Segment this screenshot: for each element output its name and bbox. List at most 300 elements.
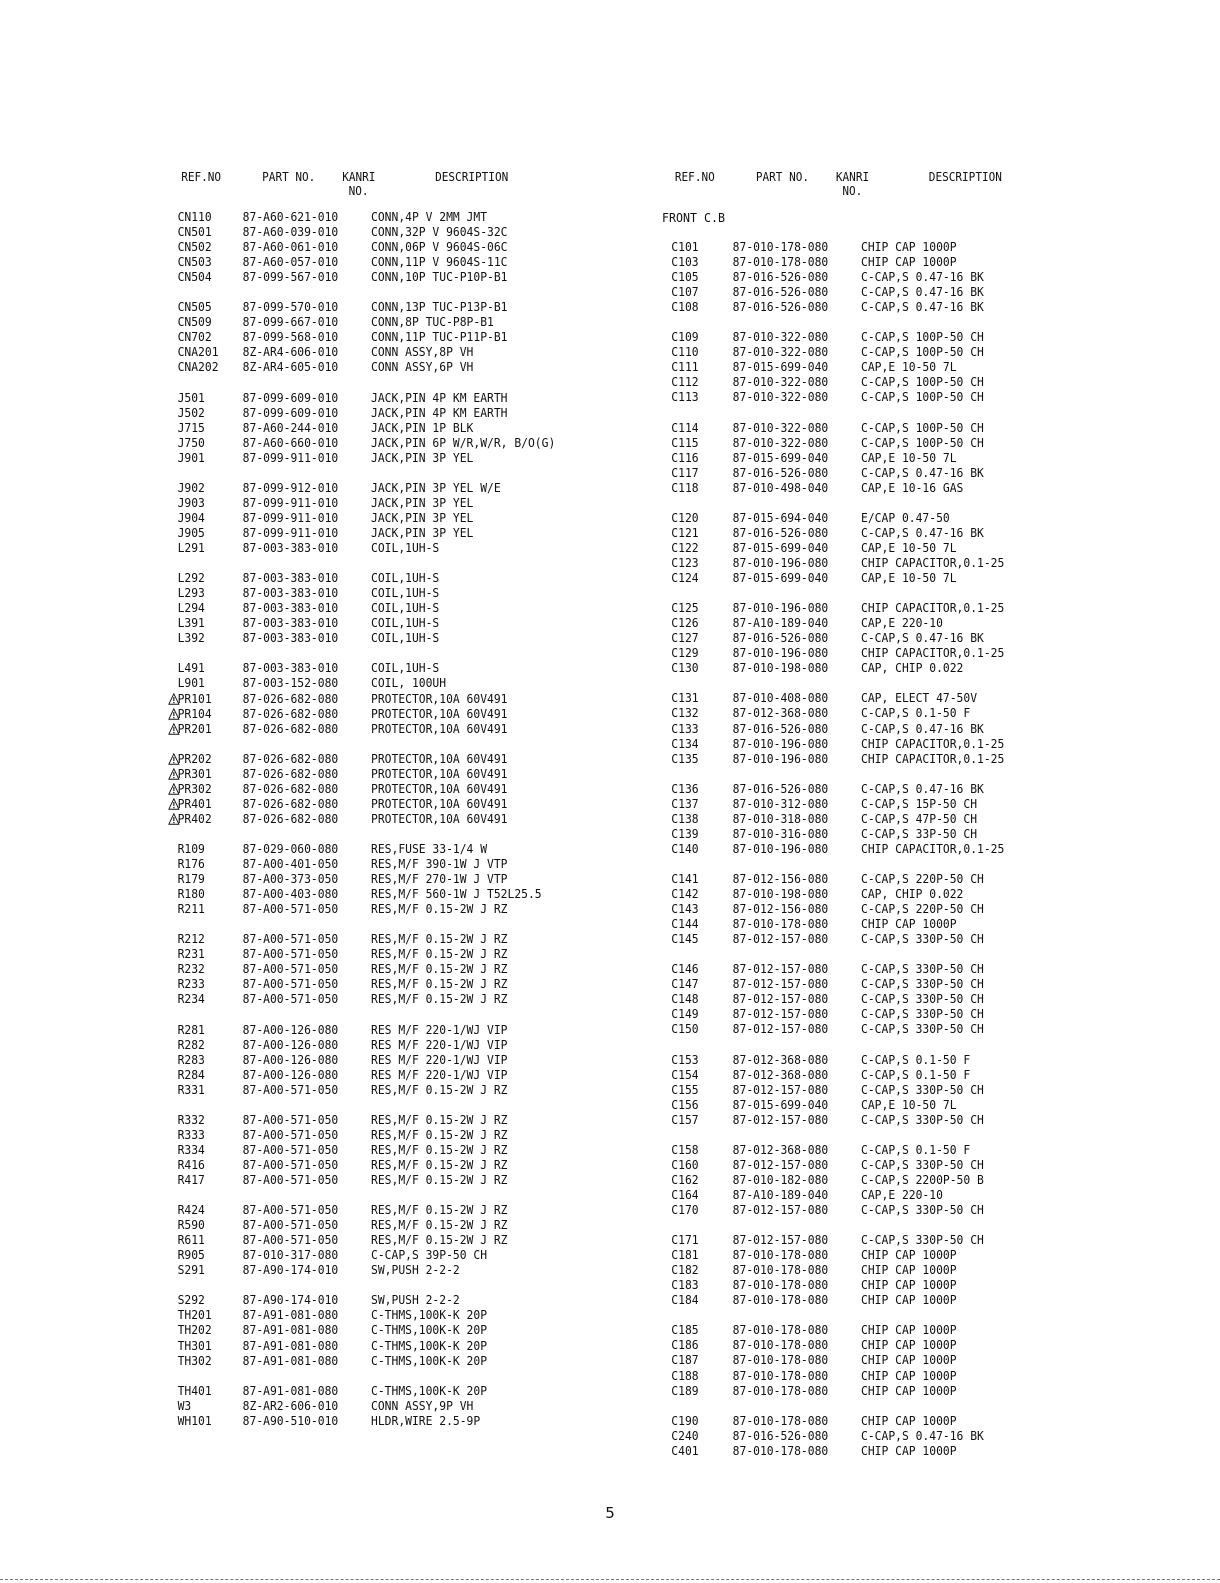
ref-no: L294 xyxy=(177,601,205,616)
ref-no: R281 xyxy=(177,1022,205,1037)
ref-no: C142 xyxy=(671,887,699,902)
ref-no: C113 xyxy=(671,390,699,405)
ref-no: C157 xyxy=(671,1112,699,1127)
table-row xyxy=(662,345,1053,360)
description: PROTECTOR,10A 60V491 xyxy=(371,721,508,736)
ref-no: L291 xyxy=(177,541,205,556)
ref-no: L392 xyxy=(177,631,205,646)
part-no: 87-010-196-080 xyxy=(732,555,829,570)
table-row xyxy=(172,767,563,782)
ref-no: C137 xyxy=(671,796,699,811)
part-no: 87-A00-571-050 xyxy=(242,1233,339,1248)
ref-no: R231 xyxy=(177,947,205,962)
ref-no: C145 xyxy=(671,932,699,947)
ref-no: CN503 xyxy=(177,255,212,270)
ref-no: R283 xyxy=(177,1052,205,1067)
ref-no: L292 xyxy=(177,571,205,586)
blank-row xyxy=(662,315,1053,330)
ref-no: C135 xyxy=(671,751,699,766)
description: COIL,1UH-S xyxy=(371,586,440,601)
part-no: 87-099-609-010 xyxy=(242,390,339,405)
blank-row xyxy=(172,917,563,932)
part-no: 87-003-383-010 xyxy=(242,601,339,616)
table-row xyxy=(172,315,563,330)
table-row xyxy=(662,902,1053,917)
ref-no: C127 xyxy=(671,631,699,646)
description: C-CAP,S 0.1-50 F xyxy=(861,706,971,721)
header-description: DESCRIPTION xyxy=(928,170,1002,184)
part-no: 87-A00-571-050 xyxy=(242,932,339,947)
table-row xyxy=(662,1278,1053,1293)
part-no: 87-A90-174-010 xyxy=(242,1263,339,1278)
part-no: 87-015-699-040 xyxy=(732,540,829,555)
part-no: 87-010-178-080 xyxy=(732,1383,829,1398)
ref-no: C111 xyxy=(671,360,699,375)
part-no: 87-099-567-010 xyxy=(242,270,339,285)
description: CHIP CAP 1000P xyxy=(861,255,957,270)
ref-no: J905 xyxy=(177,525,205,540)
description: C-CAP,S 0.47-16 BK xyxy=(861,721,984,736)
part-no: 87-A00-571-050 xyxy=(242,1218,339,1233)
table-row xyxy=(172,406,563,421)
description: C-CAP,S 330P-50 CH xyxy=(861,1007,984,1022)
table-row xyxy=(662,375,1053,390)
table-row xyxy=(172,1158,563,1173)
table-row xyxy=(662,511,1053,526)
part-no: 87-010-196-080 xyxy=(732,601,829,616)
description: CHIP CAP 1000P xyxy=(861,1278,957,1293)
description: PROTECTOR,10A 60V491 xyxy=(371,706,508,721)
ref-no: PR401 xyxy=(177,796,212,811)
description: JACK,PIN 3P YEL xyxy=(371,450,474,465)
table-row xyxy=(172,707,563,722)
table-row xyxy=(172,1053,563,1068)
ref-no: R212 xyxy=(177,932,205,947)
table-row xyxy=(172,1068,563,1083)
description: PROTECTOR,10A 60V491 xyxy=(371,751,508,766)
part-no: 87-029-060-080 xyxy=(242,841,339,856)
column-header-left xyxy=(172,170,558,210)
ref-no: C138 xyxy=(671,811,699,826)
ref-no: R333 xyxy=(177,1127,205,1142)
ref-no: L491 xyxy=(177,661,205,676)
description: CHIP CAPACITOR,0.1-25 xyxy=(861,841,1005,856)
part-no: 87-012-157-080 xyxy=(732,1082,829,1097)
description: CAP,E 220-10 xyxy=(861,616,943,631)
header-ref-no: REF.NO xyxy=(181,170,222,184)
description: C-CAP,S 0.1-50 F xyxy=(861,1052,971,1067)
column-header-right xyxy=(662,170,1048,210)
description: RES,FUSE 33-1/4 W xyxy=(371,841,488,856)
ref-no: C110 xyxy=(671,345,699,360)
part-no: 87-010-322-080 xyxy=(732,390,829,405)
blank-row xyxy=(172,1369,563,1384)
part-no: 87-A00-126-080 xyxy=(242,1052,339,1067)
ref-no: R332 xyxy=(177,1112,205,1127)
part-no: 87-A00-571-050 xyxy=(242,1127,339,1142)
description: JACK,PIN 3P YEL xyxy=(371,510,474,525)
ref-no: R232 xyxy=(177,962,205,977)
part-no: 87-010-316-080 xyxy=(732,826,829,841)
part-no: 87-099-911-010 xyxy=(242,495,339,510)
part-no: 87-012-157-080 xyxy=(732,1157,829,1172)
description: C-CAP,S 0.47-16 BK xyxy=(861,525,984,540)
table-row xyxy=(662,1248,1053,1263)
description: CONN ASSY,6P VH xyxy=(371,360,474,375)
part-no: 87-A91-081-080 xyxy=(242,1308,339,1323)
ref-no: C153 xyxy=(671,1052,699,1067)
blank-row xyxy=(172,1007,563,1022)
table-row xyxy=(662,797,1053,812)
description: RES,M/F 0.15-2W J RZ xyxy=(371,992,508,1007)
ref-no: TH301 xyxy=(177,1338,212,1353)
description: CONN,4P V 2MM JMT xyxy=(371,210,488,224)
ref-no: C144 xyxy=(671,917,699,932)
part-no: 87-003-383-010 xyxy=(242,586,339,601)
part-no: 87-A91-081-080 xyxy=(242,1338,339,1353)
ref-no: CN501 xyxy=(177,225,212,240)
description: COIL,1UH-S xyxy=(371,631,440,646)
table-row xyxy=(172,571,563,586)
description: RES,M/F 560-1W J T52L25.5 xyxy=(371,887,542,902)
header-ref-no: REF.NO xyxy=(674,170,715,184)
table-row xyxy=(662,1068,1053,1083)
part-no: 87-012-368-080 xyxy=(732,706,829,721)
ref-no: C147 xyxy=(671,977,699,992)
table-row xyxy=(662,977,1053,992)
ref-no: J902 xyxy=(177,480,205,495)
part-no: 87-012-157-080 xyxy=(732,1203,829,1217)
description: RES,M/F 0.15-2W J RZ xyxy=(371,1233,508,1248)
header-part-no: PART NO. xyxy=(755,170,810,184)
table-row xyxy=(172,255,563,270)
ref-no: C401 xyxy=(671,1443,699,1458)
part-no: 87-A60-621-010 xyxy=(242,210,339,224)
part-no: 87-016-526-080 xyxy=(732,285,829,300)
description: PROTECTOR,10A 60V491 xyxy=(371,796,508,811)
ref-no: J903 xyxy=(177,495,205,510)
blank-row xyxy=(172,556,563,571)
header-kanri: KANRI xyxy=(342,170,376,184)
table-row xyxy=(172,616,563,631)
part-no: 87-A00-373-050 xyxy=(242,872,339,887)
ref-no: R211 xyxy=(177,902,205,917)
ref-no: C155 xyxy=(671,1082,699,1097)
table-row xyxy=(172,526,563,541)
part-no: 87-026-682-080 xyxy=(242,811,339,826)
blank-row xyxy=(662,857,1053,872)
part-no: 87-A00-126-080 xyxy=(242,1037,339,1052)
ref-no: R331 xyxy=(177,1082,205,1097)
table-row xyxy=(172,586,563,601)
ref-no: J715 xyxy=(177,420,205,435)
ref-no: C187 xyxy=(671,1353,699,1368)
part-no: 87-010-322-080 xyxy=(732,375,829,390)
table-row xyxy=(172,391,563,406)
part-no: 87-012-157-080 xyxy=(732,932,829,947)
part-no: 87-010-198-080 xyxy=(732,887,829,902)
description: COIL,1UH-S xyxy=(371,541,440,556)
description: CAP,E 10-50 7L xyxy=(861,540,957,555)
part-no: 87-026-682-080 xyxy=(242,766,339,781)
description: RES,M/F 270-1W J VTP xyxy=(371,872,508,887)
description: RES,M/F 0.15-2W J RZ xyxy=(371,1203,508,1218)
part-no: 87-016-526-080 xyxy=(732,465,829,480)
part-no: 87-010-196-080 xyxy=(732,736,829,751)
blank-row xyxy=(172,646,563,661)
part-no: 87-012-156-080 xyxy=(732,871,829,886)
part-no: 87-026-682-080 xyxy=(242,706,339,721)
table-row xyxy=(662,240,1053,255)
ref-no: C171 xyxy=(671,1233,699,1248)
description: C-CAP,S 0.1-50 F xyxy=(861,1067,971,1082)
ref-no: C140 xyxy=(671,841,699,856)
table-row xyxy=(662,1098,1053,1113)
table-row xyxy=(172,300,563,315)
ref-no: L901 xyxy=(177,676,205,691)
table-row xyxy=(662,270,1053,285)
part-no: 87-012-157-080 xyxy=(732,1007,829,1022)
table-row xyxy=(172,1128,563,1143)
table-row xyxy=(172,947,563,962)
description: C-CAP,S 33P-50 CH xyxy=(861,826,978,841)
part-no: 87-026-682-080 xyxy=(242,751,339,766)
part-no: 87-099-570-010 xyxy=(242,300,339,315)
table-row xyxy=(172,661,563,676)
description: C-CAP,S 330P-50 CH xyxy=(861,1157,984,1172)
table-row xyxy=(662,1384,1053,1399)
part-no: 87-003-383-010 xyxy=(242,631,339,646)
table-row xyxy=(662,526,1053,541)
part-no: 87-010-178-080 xyxy=(732,240,829,254)
header-kanri-no: NO. xyxy=(842,184,863,198)
table-row xyxy=(662,1083,1053,1098)
table-row xyxy=(662,571,1053,586)
table-row xyxy=(172,992,563,1007)
table-row xyxy=(172,1263,563,1278)
description: JACK,PIN 4P KM EARTH xyxy=(371,390,508,405)
table-row xyxy=(172,1113,563,1128)
table-row xyxy=(172,360,563,375)
ref-no: R179 xyxy=(177,872,205,887)
ref-no: TH302 xyxy=(177,1353,212,1368)
part-no: 87-010-312-080 xyxy=(732,796,829,811)
description: COIL,1UH-S xyxy=(371,601,440,616)
part-no: 8Z-AR4-605-010 xyxy=(242,360,339,375)
table-row xyxy=(662,737,1053,752)
part-no: 8Z-AR2-606-010 xyxy=(242,1398,339,1413)
parts-list-right xyxy=(662,170,1082,1459)
ref-no: C185 xyxy=(671,1323,699,1338)
part-no: 87-099-911-010 xyxy=(242,450,339,465)
part-no: 87-003-383-010 xyxy=(242,571,339,586)
description: RES,M/F 0.15-2W J RZ xyxy=(371,902,508,917)
ref-no: C182 xyxy=(671,1263,699,1278)
ref-no: CN505 xyxy=(177,300,212,315)
part-no: 87-A60-057-010 xyxy=(242,255,339,270)
part-no: 87-010-317-080 xyxy=(242,1248,339,1263)
description: CONN,8P TUC-P8P-B1 xyxy=(371,315,494,330)
table-row xyxy=(172,857,563,872)
part-no: 87-012-157-080 xyxy=(732,992,829,1007)
table-row xyxy=(172,797,563,812)
description: C-CAP,S 0.47-16 BK xyxy=(861,465,984,480)
description: C-CAP,S 330P-50 CH xyxy=(861,1233,984,1248)
part-no: 87-026-682-080 xyxy=(242,691,339,706)
description: CONN,32P V 9604S-32C xyxy=(371,225,508,240)
table-row xyxy=(172,330,563,345)
description: C-CAP,S 0.1-50 F xyxy=(861,1142,971,1157)
ref-no: WH101 xyxy=(177,1413,212,1428)
description: C-CAP,S 220P-50 CH xyxy=(861,871,984,886)
ref-no: C141 xyxy=(671,871,699,886)
blank-row xyxy=(662,676,1053,691)
description: C-CAP,S 2200P-50 B xyxy=(861,1172,984,1187)
part-no: 87-003-152-080 xyxy=(242,676,339,691)
table-row xyxy=(172,722,563,737)
blank-row xyxy=(172,1098,563,1113)
table-row xyxy=(172,1414,563,1429)
table-row xyxy=(662,360,1053,375)
ref-no: J901 xyxy=(177,450,205,465)
part-no: 87-012-368-080 xyxy=(732,1067,829,1082)
description: CHIP CAP 1000P xyxy=(861,1263,957,1278)
table-row xyxy=(172,782,563,797)
ref-no: PR101 xyxy=(177,691,212,706)
description: CHIP CAP 1000P xyxy=(861,1323,957,1338)
ref-no: C114 xyxy=(671,420,699,435)
ref-no: J502 xyxy=(177,405,205,420)
description: CAP,E 10-16 GAS xyxy=(861,480,964,495)
description: RES,M/F 0.15-2W J RZ xyxy=(371,947,508,962)
description: PROTECTOR,10A 60V491 xyxy=(371,811,508,826)
part-no: 87-003-383-010 xyxy=(242,616,339,631)
part-no: 87-012-157-080 xyxy=(732,1022,829,1037)
table-row xyxy=(662,1369,1053,1384)
description: PROTECTOR,10A 60V491 xyxy=(371,781,508,796)
part-no: 87-A00-571-050 xyxy=(242,962,339,977)
blank-row xyxy=(662,586,1053,601)
ref-no: C122 xyxy=(671,540,699,555)
description: C-THMS,100K-K 20P xyxy=(371,1353,488,1368)
table-row xyxy=(662,646,1053,661)
part-no: 87-010-178-080 xyxy=(732,1353,829,1368)
table-row xyxy=(662,1173,1053,1188)
table-row xyxy=(172,436,563,451)
blank-row xyxy=(662,1218,1053,1233)
part-no: 87-010-178-080 xyxy=(732,255,829,270)
ref-no: TH202 xyxy=(177,1323,212,1338)
part-no: 87-010-322-080 xyxy=(732,435,829,450)
part-no: 87-A60-039-010 xyxy=(242,225,339,240)
description: C-CAP,S 0.47-16 BK xyxy=(861,1428,984,1443)
description: C-CAP,S 330P-50 CH xyxy=(861,1112,984,1127)
description: SW,PUSH 2-2-2 xyxy=(371,1263,460,1278)
description: JACK,PIN 3P YEL xyxy=(371,525,474,540)
part-no: 87-A00-401-050 xyxy=(242,857,339,872)
part-no: 87-010-178-080 xyxy=(732,1293,829,1308)
description: RES,M/F 0.15-2W J RZ xyxy=(371,932,508,947)
part-no: 87-010-196-080 xyxy=(732,646,829,661)
table-row xyxy=(172,1323,563,1338)
blank-row xyxy=(172,285,563,300)
ref-no: TH201 xyxy=(177,1308,212,1323)
part-no: 87-A00-571-050 xyxy=(242,1157,339,1172)
table-row xyxy=(172,270,563,285)
description: C-CAP,S 0.47-16 BK xyxy=(861,781,984,796)
description: CHIP CAP 1000P xyxy=(861,1353,957,1368)
description: CONN,11P V 9604S-11C xyxy=(371,255,508,270)
part-no: 8Z-AR4-606-010 xyxy=(242,345,339,360)
description: CAP,E 10-50 7L xyxy=(861,571,957,586)
part-no: 87-010-178-080 xyxy=(732,1278,829,1293)
description: CHIP CAPACITOR,0.1-25 xyxy=(861,736,1005,751)
ref-no: R282 xyxy=(177,1037,205,1052)
part-no: 87-099-911-010 xyxy=(242,525,339,540)
part-no: 87-099-609-010 xyxy=(242,405,339,420)
table-row xyxy=(662,300,1053,315)
table-row xyxy=(172,1339,563,1354)
part-no: 87-A00-126-080 xyxy=(242,1022,339,1037)
description: C-CAP,S 0.47-16 BK xyxy=(861,300,984,315)
part-no: 87-A00-571-050 xyxy=(242,1112,339,1127)
ref-no: S292 xyxy=(177,1293,205,1308)
table-row xyxy=(662,992,1053,1007)
description: C-CAP,S 0.47-16 BK xyxy=(861,270,984,285)
table-row xyxy=(662,541,1053,556)
ref-no: R284 xyxy=(177,1067,205,1082)
ref-no: C188 xyxy=(671,1368,699,1383)
description: CHIP CAPACITOR,0.1-25 xyxy=(861,555,1005,570)
description: COIL,1UH-S xyxy=(371,571,440,586)
ref-no: C112 xyxy=(671,375,699,390)
description: C-CAP,S 220P-50 CH xyxy=(861,902,984,917)
ref-no: TH401 xyxy=(177,1383,212,1398)
part-no: 87-012-156-080 xyxy=(732,902,829,917)
part-no: 87-A90-510-010 xyxy=(242,1413,339,1428)
ref-no: S291 xyxy=(177,1263,205,1278)
table-row xyxy=(172,1293,563,1308)
parts-rows-right xyxy=(662,240,1082,1459)
table-row xyxy=(662,436,1053,451)
ref-no: C120 xyxy=(671,510,699,525)
description: C-CAP,S 100P-50 CH xyxy=(861,330,984,345)
part-no: 87-010-322-080 xyxy=(732,420,829,435)
ref-no: C146 xyxy=(671,962,699,977)
table-row xyxy=(172,481,563,496)
ref-no: R180 xyxy=(177,887,205,902)
ref-no: C139 xyxy=(671,826,699,841)
blank-row xyxy=(662,1037,1053,1052)
ref-no: C189 xyxy=(671,1383,699,1398)
ref-no: R417 xyxy=(177,1173,205,1187)
part-no: 87-A00-571-050 xyxy=(242,977,339,992)
header-description: DESCRIPTION xyxy=(435,170,509,184)
part-no: 87-015-699-040 xyxy=(732,450,829,465)
description: C-THMS,100K-K 20P xyxy=(371,1338,488,1353)
table-row xyxy=(662,706,1053,721)
description: CHIP CAP 1000P xyxy=(861,240,957,254)
table-row xyxy=(172,225,563,240)
description: C-THMS,100K-K 20P xyxy=(371,1308,488,1323)
description: CHIP CAP 1000P xyxy=(861,1413,957,1428)
blank-row xyxy=(172,1188,563,1203)
ref-no: C107 xyxy=(671,285,699,300)
table-row xyxy=(662,466,1053,481)
table-row xyxy=(172,1218,563,1233)
description: JACK,PIN 3P YEL W/E xyxy=(371,480,501,495)
table-row xyxy=(662,616,1053,631)
